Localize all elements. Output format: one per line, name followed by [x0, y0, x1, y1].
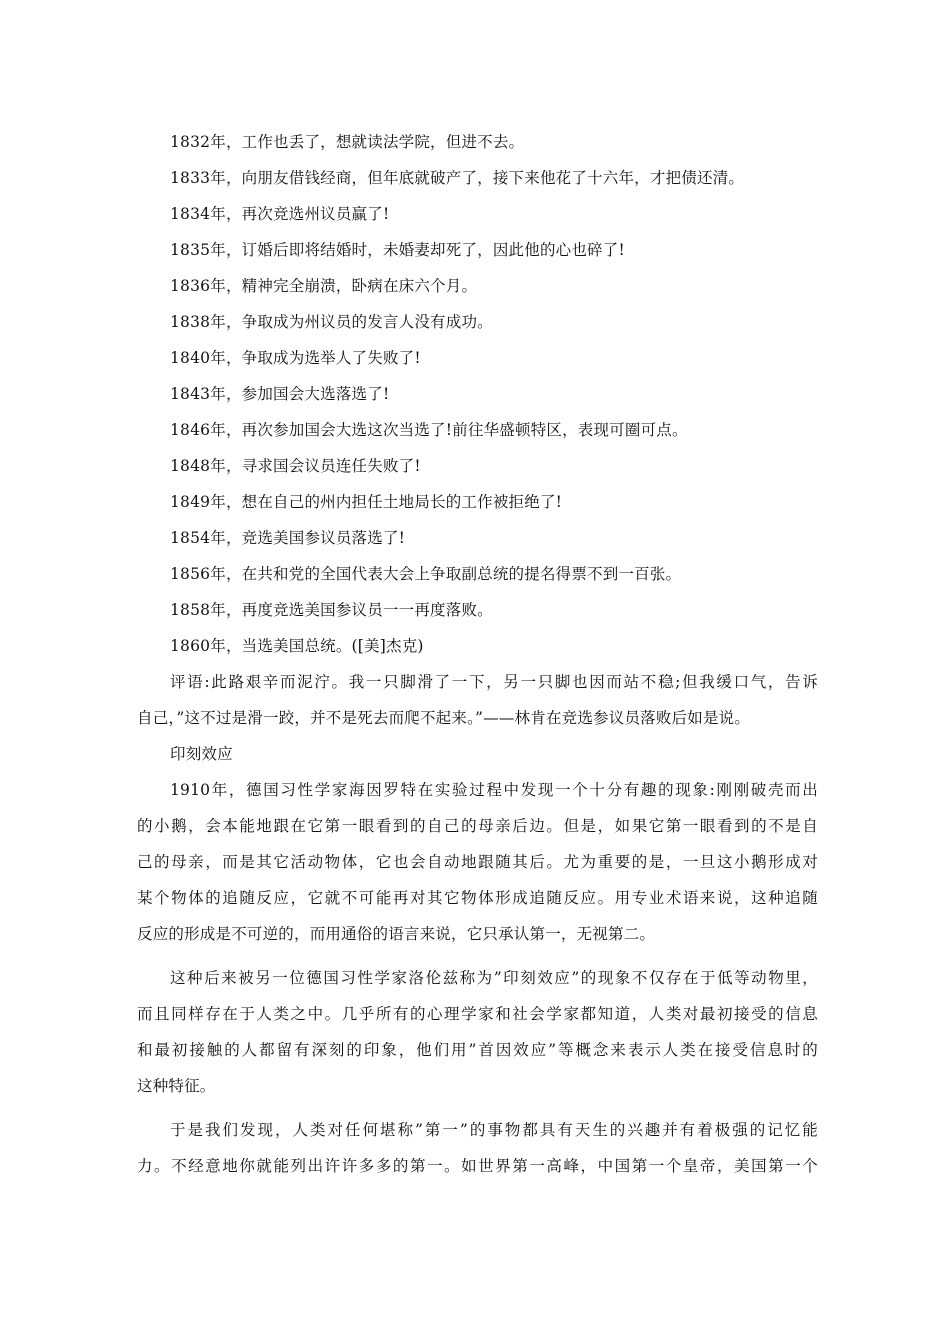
timeline-entry-1846: 1846年，再次参加国会大选这次当选了!前往华盛顿特区，表现可圈可点。 [170, 421, 688, 439]
paragraph-spacer [137, 1104, 818, 1112]
comment-paragraph [137, 664, 818, 736]
paragraph-line: 力。不经意地你就能列出许许多多的第一。如世界第一高峰，中国第一个皇帝，美国第一个 [137, 1157, 818, 1175]
timeline-entry-1843: 1843年，参加国会大选落选了! [170, 385, 390, 403]
paragraph-line: 反应的形成是不可逆的，而用通俗的语言来说，它只承认第一，无视第二。 [137, 925, 656, 943]
paragraph-first-things [137, 1112, 818, 1184]
timeline-entry-1858: 1858年，再度竞选美国参议员一一再度落败。 [170, 601, 493, 619]
paragraph-spacer [137, 952, 818, 960]
timeline-entry-1848: 1848年，寻求国会议员连任失败了! [170, 457, 421, 475]
timeline-list [137, 124, 818, 664]
paragraph-line: 这种特征。 [137, 1077, 216, 1095]
timeline-entry-1849: 1849年，想在自己的州内担任土地局长的工作被拒绝了! [170, 493, 563, 511]
timeline-entry-1836: 1836年，精神完全崩溃，卧病在床六个月。 [170, 277, 478, 295]
document-body [137, 124, 818, 1184]
paragraph-line: 某个物体的追随反应，它就不可能再对其它物体形成追随反应。用专业术语来说，这种追随 [137, 889, 818, 907]
paragraph-line: 的小鹅，会本能地跟在它第一眼看到的自己的母亲后边。但是，如果它第一眼看到的不是自 [137, 817, 818, 835]
timeline-entry-1838: 1838年，争取成为州议员的发言人没有成功。 [170, 313, 493, 331]
timeline-entry-1835: 1835年，订婚后即将结婚时，未婚妻却死了，因此他的心也碎了! [170, 241, 625, 259]
timeline-entry-1840: 1840年，争取成为选举人了失败了! [170, 349, 421, 367]
timeline-entry-1854: 1854年，竞选美国参议员落选了! [170, 529, 406, 547]
paragraph-line: 和最初接触的人都留有深刻的印象，他们用”首因效应”等概念来表示人类在接受信息时的 [137, 1041, 818, 1059]
timeline-entry-1833: 1833年，向朋友借钱经商，但年底就破产了，接下来他花了十六年，才把债还清。 [170, 169, 745, 187]
paragraph-imprinting-humans [137, 960, 818, 1104]
paragraph-line: 这种后来被另一位德国习性学家洛伦兹称为”印刻效应”的现象不仅存在于低等动物里， [170, 969, 818, 987]
timeline-entry-1856: 1856年，在共和党的全国代表大会上争取副总统的提名得票不到一百张。 [170, 565, 682, 583]
section-title: 印刻效应 [170, 745, 233, 763]
paragraph-line: 己的母亲，而是其它活动物体，它也会自动地跟随其后。尤为重要的是，一旦这小鹅形成对 [137, 853, 818, 871]
comment-line: 自己，”这不过是滑一跤，并不是死去而爬不起来。”——林肯在竞选参议员落败后如是说。 [137, 709, 751, 727]
paragraph-imprinting-discovery [137, 772, 818, 952]
paragraph-line: 1910年，德国习性学家海因罗特在实验过程中发现一个十分有趣的现象:刚刚破壳而出 [170, 781, 818, 799]
timeline-entry-1834: 1834年，再次竞选州议员赢了! [170, 205, 390, 223]
paragraph-line: 于是我们发现，人类对任何堪称”第一”的事物都具有天生的兴趣并有着极强的记忆能 [170, 1121, 818, 1139]
comment-line: 评语:此路艰辛而泥泞。我一只脚滑了一下，另一只脚也因而站不稳;但我缓口气，告诉 [170, 673, 818, 691]
timeline-entry-1832: 1832年，工作也丢了，想就读法学院，但进不去。 [170, 133, 525, 151]
timeline-entry-1860: 1860年，当选美国总统。([美]杰克) [170, 637, 424, 655]
paragraph-line: 而且同样存在于人类之中。几乎所有的心理学家和社会学家都知道，人类对最初接受的信息 [137, 1005, 818, 1023]
